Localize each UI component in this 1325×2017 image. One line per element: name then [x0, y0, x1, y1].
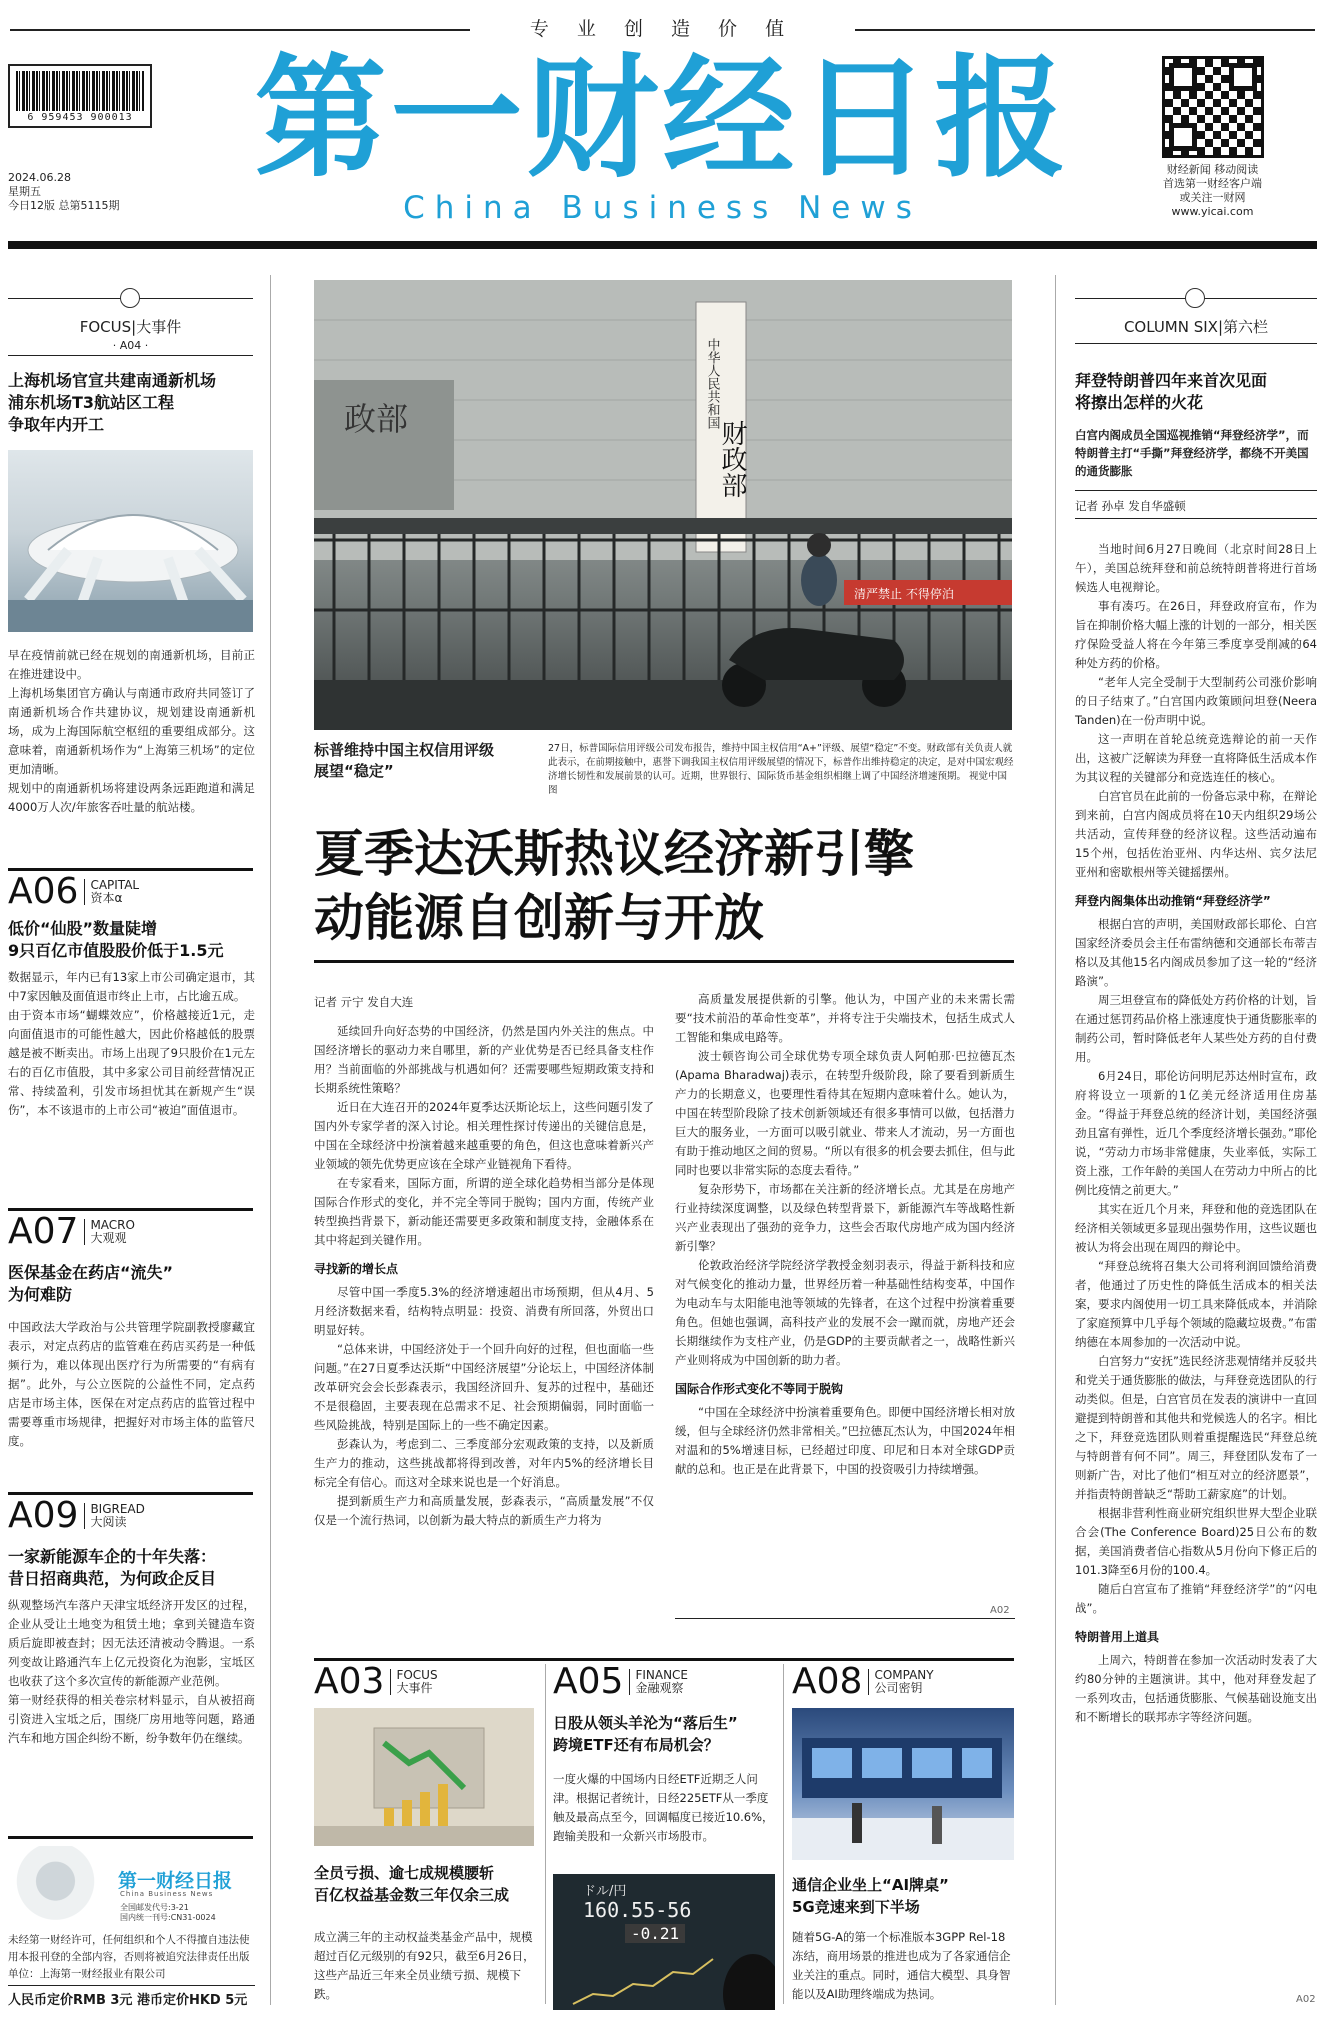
- sign-large: 财政部: [717, 420, 747, 498]
- column-six-headline[interactable]: 拜登特朗普四年来首次见面 将擦出怎样的火花: [1075, 371, 1268, 412]
- rule: [1075, 343, 1317, 344]
- airport-rendering-image: [8, 450, 253, 632]
- paragraph: 当地时间6月27日晚间（北京时间28日上午），美国总统拜登和前总统特朗普将进行首场候选人电视辩论。: [1075, 542, 1317, 594]
- focus-body: 早在疫情前就已经在规划的南通新机场，目前正在推进建设中。 上海机场集团官方确认与南通市政府共同签订了南通新机场合作共建协议，规划建设南通新机场，成为上海国际航空枢纽的重要组成部分。这意味着，南通新机场作为“上海第三机场”的定位更加清晰。 规划中的南通新机场将建设两条远距跑道和满足4000万人次/年旅客吞吐量的航站楼。: [8, 648, 255, 814]
- masthead-subtitle: China Business News: [403, 190, 922, 226]
- wall-characters: 政部: [344, 400, 409, 438]
- a06-body: 数据显示，年内已有13家上市公司确定退市，其中7家因触及面值退市终止上市，占比逾五成。 由于资本市场“蝴蝶效应”，价格越接近1元，走向面值退市的可能性越大，因此价格越低的股票越是被不断卖出。市场上出现了9只股价在1元左右的百亿市值股，其中多家公司目前经营情况正常、持续盈利，引发市场担忧其在新规产生“误伤”，本不该退市的上市公司“被迫”面值退市。: [8, 970, 255, 1117]
- paragraph: 高质量发展提供新的引擎。他认为，中国产业的未来需长需要“技术前沿的革命性变革”，并将专注于尖端技术，包括生成式人工智能和集成电路等。: [675, 992, 1015, 1044]
- paragraph: 提到新质生产力和高质量发展，彭森表示，“高质量发展”不仅仅是一个流行热词，以创新为最大特点的新质生产力将为: [314, 1494, 654, 1527]
- focus-page: · A04 ·: [112, 339, 149, 352]
- paragraph: “老年人完全受制于大型制药公司涨价影响的日子结束了。”白宫国内政策顾问坦登(Neera Tanden)在一份声明中说。: [1075, 675, 1317, 727]
- a06-number: A06: [8, 871, 79, 912]
- paragraph: 尽管中国一季度5.3%的经济增速超出市场预期，但从4月、5月经济数据来看，结构特点明显：投资、消费有所回落，外贸出口明显好转。: [314, 1285, 654, 1337]
- a03-headline[interactable]: 全员亏损、逾七成规模腰斩 百亿权益基金数三年仅余三成: [314, 1864, 510, 1904]
- footer-cert: 全国邮发代号:3-21 国内统一刊号:CN31-0024: [120, 1903, 216, 1922]
- paragraph: 延续回升向好态势的中国经济，仍然是国内外关注的焦点。中国经济增长的驱动力来自哪里，新的产业优势是否已经具备支柱作用？当前面临的外部挑战与机遇如何？还需要哪些短期政策支持和长期系统性策略？: [314, 1024, 654, 1095]
- focus-section-header: [8, 296, 253, 299]
- subheading: 特朗普用上道具: [1075, 1630, 1160, 1644]
- a09-section-label: A09 BIGREAD 大阅读: [8, 1495, 145, 1536]
- board-change: -0.21: [625, 1924, 685, 1943]
- a08-headline[interactable]: 通信企业坐上“AI牌桌” 5G竞速来到下半场: [792, 1876, 949, 1916]
- column-six-deck: 白宫内阁成员全国巡视推销“拜登经济学”，而特朗普主打“手撕”拜登经济学，都绕不开美国的通货膨胀: [1075, 428, 1309, 478]
- issue-edition: 今日12版 总第5115期: [8, 199, 120, 212]
- footer-notice: 未经第一财经许可，任何组织和个人不得擅自违法使用本报刊登的全部内容，否则将被追究法律责任出版单位：上海第一财经报业有限公司: [8, 1934, 250, 1980]
- paragraph: “拜登总统将召集大公司将利润回馈给消费者，他通过了历史性的降低生活成本的相关法案，要求内阁使用一切工具来降低成本，并消除了家庭预算中几乎每个领域的隐藏垃圾费。”布雷纳德在本周参加的一次活动中说。: [1075, 1259, 1317, 1349]
- qr-caption: 财经新闻 移动阅读 首选第一财经客户端 或关注一财网 www.yicai.com: [1163, 163, 1262, 218]
- a06-section-label: A06 CAPITAL 资本α: [8, 871, 140, 912]
- main-article-col2: [675, 990, 1015, 1479]
- rule: [314, 960, 1014, 963]
- paragraph: 这一声明在首轮总统竞选辩论的前一天作出，这被广泛解读为拜登一直将降低生活成本作为其议程的关键部分和竞选连任的核心。: [1075, 732, 1317, 784]
- photo-scene: [314, 280, 1012, 730]
- column-rule: [545, 1664, 546, 2004]
- paragraph: 波士顿咨询公司全球优势专项全球负责人阿帕那·巴拉德瓦杰(Apama Bharadwaj)表示，在转型升级阶段，除了要看到新质生产力的长期意义，也要理性看待其在短期内意味着什么。她认为，中国在转型阶段除了技术创新领域还有很多事情可以做，包括潜力巨大的服务业，一方面可以吸引就业、带来人才流动，另一方面也有助于推动地区之间的贸易。“所以有很多的机会要去抓住，但与此同时也要以非常实际的态度去看待。”: [675, 1049, 1015, 1177]
- a05-headline[interactable]: 日股从领头羊沦为“落后生” 跨境ETF还有布局机会？: [553, 1714, 738, 1754]
- focus-icon: [120, 288, 140, 308]
- main-headline[interactable]: 夏季达沃斯热议经济新引擎 动能源自创新与开放: [314, 825, 914, 947]
- issue-date: 2024.06.28: [8, 171, 71, 184]
- paragraph: 白宫官员在此前的一份备忘录中称，在辩论到来前，白宫内阁成员将在10天内组织29场公共活动，宣传拜登的经济议程。这些活动遍布15个州，包括佐治亚州、内华达州、宾夕法尼亚州和密歇根州等关键摇摆州。: [1075, 789, 1317, 879]
- a07-body: 中国政法大学政治与公共管理学院副教授廖藏宜表示，对定点药店的监管难在药店买药是一种低频行为，难以体现出医疗行为所需要的“有病有据”。此外，与公立医院的公益性不同，定点药店是市场主体，医保在对定点药店的监管过程中需要尊重市场规律，把握好对市场主体的监管尺度。: [8, 1320, 255, 1448]
- paragraph: 伦敦政治经济学院经济学教授金刻羽表示，得益于新科技和应对气候变化的推动力量，世界经历着一种基础性结构变革，中国作为电动车与太阳能电池等领域的先锋者，在这个过程中扮演着重要角色。但她也强调，高科技产业的发展不会一蹴而就，房地产还会长期继续作为支柱产业，仍是GDP的主要贡献者之一，战略性新兴产业则将成为中国创新的助力者。: [675, 1258, 1015, 1367]
- column-rule: [783, 1664, 784, 2004]
- a06-headline[interactable]: 低价“仙股”数量陡增 9只百亿市值股股价低于1.5元: [8, 919, 224, 960]
- rule: [8, 1836, 253, 1839]
- masthead-bar: [8, 241, 1317, 249]
- paragraph: 6月24日，耶伦访问明尼苏达州时宣布，政府将设立一项新的1亿美元经济适用住房基金。“得益于拜登总统的经济计划，美国经济强劲且富有弹性，近几个季度经济增长强劲。”耶伦说，“劳动力市场非常健康，失业率低，实际工资上涨，工作年龄的美国人在劳动力中所占的比例比疫情之前更大。”: [1075, 1069, 1317, 1197]
- photo-caption-text: 27日，标普国际信用评级公司发布报告，维持中国主权信用“A+”评级、展望“稳定”不变。财政部有关负责人就此表示，在前期接触中，惠誉下调我国主权信用评级展望的情况下，标普作出维持稳定的决定，是对中国宏观经济增长韧性和发展前景的认可。近期，世界银行、国际货币基金组织相继上调了中国经济增速预期。 视觉中国图: [548, 743, 1014, 796]
- subheading: 国际合作形式变化不等同于脱钩: [675, 1382, 844, 1396]
- main-byline: 记者 亓宁 发自大连: [314, 995, 414, 1009]
- a05-body: 一度火爆的中国场内日经ETF近期乏人问津。根据记者统计，日经225ETF从一季度触及最高点至今，回调幅度已接近10.6%，跑输美股和一众新兴市场股市。: [553, 1772, 774, 1843]
- main-article-col1: [314, 1022, 654, 1530]
- focus-label: FOCUS|大事件: [79, 318, 182, 336]
- a09-body: 纵观整场汽车落户天津宝坻经济开发区的过程，企业从受让土地变为租赁土地；拿到关键造车资质后旋即被查封；因无法还清被动令腾退。一系列变故让路通汽车上亿元投资化为泡影，宝坻区也收获了这个多次宣传的新能源产业范例。 第一财经获得的相关卷宗材料显示，自从被招商引资进入宝坻之后，围绕厂房用地等问题，路通汽车和地方国企纠纷不断，纷争数年仍在继续。: [8, 1598, 255, 1745]
- rule: [314, 1658, 1014, 1661]
- rule: [1075, 518, 1317, 519]
- jump-page-center[interactable]: A02: [990, 1605, 1010, 1616]
- exhibition-scene: [792, 1708, 1014, 1860]
- airport-illustration: [8, 450, 253, 632]
- a07-number: A07: [8, 1211, 79, 1252]
- jump-page-right[interactable]: A02: [1296, 1994, 1316, 2005]
- a07-headline[interactable]: 医保基金在药店“流失” 为何难防: [8, 1263, 174, 1304]
- paragraph: 其实在近几个月来，拜登和他的竞选团队在经济相关领域更多显现出强势作用，这些议题也被认为将会出现在周四的辩论中。: [1075, 1202, 1317, 1254]
- issue-weekday: 星期五: [8, 185, 41, 198]
- board-chart: [553, 1874, 775, 2010]
- board-value: 160.55-56: [583, 1898, 692, 1922]
- rule: [1075, 490, 1317, 491]
- masthead-logo: 第一财经日报: [254, 41, 1071, 196]
- paragraph: “中国在全球经济中扮演着重要角色。即便中国经济增长相对放缓，但与全球经济仍然非常相关。”巴拉德瓦杰认为，中国2024年相对温和的5%增速目标，已经超过印度、印尼和日本对全球GDP贡献的总和。也正是在此背景下，中国的投资吸引力持续增强。: [675, 1405, 1015, 1476]
- barcode-number: 6 959453 900013: [27, 112, 133, 123]
- column-six-body: [1075, 540, 1317, 1727]
- a07-section-label: A07 MACRO 大观观: [8, 1211, 135, 1252]
- paragraph: 根据白宫的声明，美国财政部长耶伦、白宫国家经济委员会主任布雷纳德和交通部长布蒂吉格以及其他15名内阁成员参加了这一轮的“经济路演”。: [1075, 917, 1317, 988]
- paragraph: 彭森认为，考虑到二、三季度部分宏观政策的支持，以及新质生产力的推动，这些挑战都将得到改善，对年内5%的经济增长目标完全有信心。而这对全球来说也是一个好消息。: [314, 1437, 654, 1489]
- paragraph: 上周六，特朗普在参加一次活动时发表了大约80分钟的主题演讲。其中，他对拜登发起了一系列攻击，包括通货膨胀、气候基础设施支出和不断增长的联邦赤字等经济问题。: [1075, 1653, 1317, 1724]
- ministry-of-finance-photo: [314, 280, 1012, 730]
- sign-small: 中华人民共和国: [704, 338, 720, 429]
- postal-cert-logo: [8, 1846, 103, 1924]
- column-six-section-header: [1075, 296, 1317, 299]
- fund-illustration: [314, 1708, 534, 1846]
- a09-number: A09: [8, 1495, 79, 1536]
- paragraph: 事有凑巧。在26日，拜登政府宣布，作为旨在抑制价格大幅上涨的计划的一部分，相关医疗保险受益人将在今年第三季度享受削减的64种处方药的价格。: [1075, 599, 1317, 670]
- footer-logo: 第一财经日报: [118, 1870, 233, 1892]
- paragraph: “总体来讲，中国经济处于一个回升向好的过程，但也面临一些问题。”在27日夏季达沃斯“中国经济展望”分论坛上，中国经济体制改革研究会会长彭森表示，我国经济回升、复苏的过程中，基础还不是很稳固，主要表现在总需求不足、社会预期偏弱，同时面临一些风险挑战，特别是国际上的一些不确定因素。: [314, 1342, 654, 1432]
- subheading: 寻找新的增长点: [314, 1262, 399, 1276]
- column-six-icon: [1185, 288, 1205, 308]
- fund-chart-image: [314, 1708, 534, 1846]
- rule: [8, 1985, 255, 1986]
- a05-section-label: A05 FINANCE 金融观察: [553, 1661, 689, 1702]
- board-unit: ドル/円: [583, 1884, 627, 1899]
- yen-board-photo: [553, 1874, 775, 2010]
- footer-logo-sub: China Business News: [120, 1890, 214, 1898]
- a09-headline[interactable]: 一家新能源车企的十年失落： 昔日招商典范，为何政企反目: [8, 1547, 217, 1588]
- column-six-byline: 记者 孙卓 发自华盛顿: [1075, 499, 1186, 513]
- a03-section-label: A03 FOCUS 大事件: [314, 1661, 438, 1702]
- a08-body: 随着5G-A的第一个标准版本3GPP Rel-18冻结，商用场景的推进也成为了各家通信企业关注的重点。同时，通信大模型、具身智能以及AI助理终端成为热词。: [792, 1930, 1011, 2001]
- paragraph: 复杂形势下，市场都在关注新的经济增长点。尤其是在房地产行业持续深度调整，以及绿色转型背景下，新能源汽车等战略性新兴产业表现出了强劲的竞争力，这些会否取代房地产成为国内经济新引擎？: [675, 1182, 1015, 1253]
- column-rule: [1055, 275, 1056, 2005]
- column-six-label: COLUMN SIX|第六栏: [1123, 318, 1269, 336]
- paragraph: 白宫努力“安抚”选民经济悲观情绪并反驳共和党关于通货膨胀的做法，与拜登竞选团队的行动类似。但是，白宫官员在发表的演讲中一直回避提到特朗普和其他共和党候选人的名字。相比之下，拜登竞选团队则着重提醒选民“拜登总统与特朗普有何不同”。周三，拜登团队发布了一则新广告，对比了他们“相互对立的经济愿景”，并指责特朗普缺乏“帮助工薪家庭”的计划。: [1075, 1354, 1317, 1501]
- footer-price: 人民币定价RMB 3元 港币定价HKD 5元: [8, 1993, 248, 2008]
- paragraph: 根据非营利性商业研究组织世界大型企业联合会(The Conference Board)25日公布的数据，美国消费者信心指数从5月份向下修正后的101.3降至6月份的100.4。: [1075, 1506, 1317, 1577]
- rule: [8, 355, 253, 356]
- slogan: 专 业 创 造 价 值: [529, 18, 796, 40]
- paragraph: 随后白宫宣布了推销“拜登经济学”的“闪电战”。: [1075, 1582, 1317, 1615]
- paragraph: 近日在大连召开的2024年夏季达沃斯论坛上，这些问题引发了国内外专家学者的深入讨论。相关理性探讨传递出的关键信息是，中国在全球经济中扮演着越来越重要的角色，但这也意味着新兴产业领域的领先优势更应该在全球产业链视角下看待。: [314, 1100, 654, 1171]
- column-rule: [270, 275, 271, 2005]
- tech-exhibition-photo: [792, 1708, 1014, 1860]
- a03-body: 成立满三年的主动权益类基金产品中，规模超过百亿元级别的有92只，截至6月26日，这些产品近三年来全员业绩亏损、规模下跌。: [314, 1930, 535, 2001]
- a08-section-label: A08 COMPANY 公司密钥: [792, 1661, 934, 1702]
- paragraph: 在专家看来，国际方面，所谓的逆全球化趋势相当部分是体现国际合作形式的变化，并不完全等同于脱钩；国内方面，传统产业转型换挡背景下，新动能还需要更多政策和制度支持，金融体系在其中将起到关键作用。: [314, 1176, 654, 1247]
- rule: [675, 1618, 1015, 1619]
- paragraph: 周三坦登宣布的降低处方药价格的计划，旨在通过惩罚药品价格上涨速度快于通货膨胀率的制药公司，暂时降低老年人某些处方药的自付费用。: [1075, 993, 1317, 1064]
- subheading: 拜登内阁集体出动推销“拜登经济学”: [1075, 894, 1271, 908]
- photo-banner: 清严禁止 不得停泊: [854, 587, 954, 601]
- qr-code[interactable]: [1162, 56, 1264, 158]
- photo-caption-title: 标普维持中国主权信用评级 展望“稳定”: [314, 741, 495, 780]
- focus-headline[interactable]: 上海机场官宣共建南通新机场 浦东机场T3航站区工程 争取年内开工: [8, 371, 217, 434]
